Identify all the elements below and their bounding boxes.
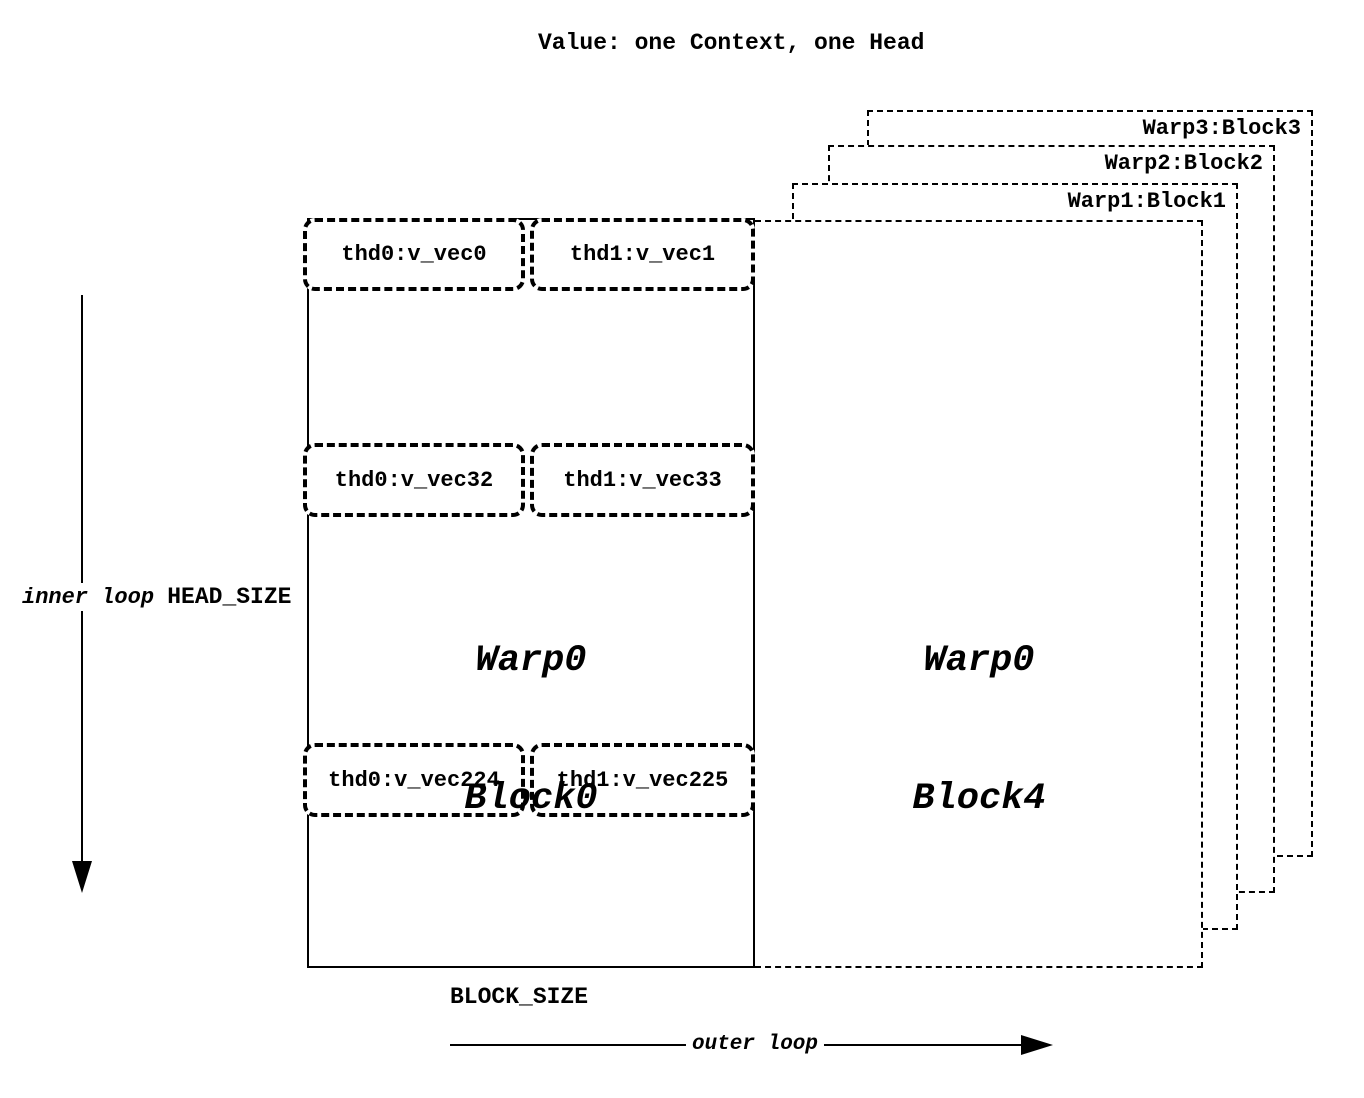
warp0-block4-block-line: Block4 bbox=[912, 778, 1046, 820]
inner-loop-axis-label bbox=[20, 583, 293, 611]
cell-thd0-v_vec0: thd0:v_vec0 bbox=[303, 218, 525, 291]
warp0-block0-block-line: Block0 bbox=[464, 778, 598, 820]
block-size-label: BLOCK_SIZE bbox=[450, 984, 589, 1010]
block-warp1-block1-label: Warp1:Block1 bbox=[1067, 189, 1226, 214]
cell-thd1-v_vec1: thd1:v_vec1 bbox=[530, 218, 755, 291]
outer-loop-arrowhead-icon bbox=[1021, 1035, 1053, 1055]
head-size-label: HEAD_SIZE bbox=[167, 584, 292, 610]
cell-thd1-v_vec33: thd1:v_vec33 bbox=[530, 443, 755, 517]
page-title: Value: one Context, one Head bbox=[538, 30, 925, 56]
cell-thd0-v_vec224: thd0:v_vec224 bbox=[303, 743, 525, 817]
block-warp2-block2-label: Warp2:Block2 bbox=[1104, 151, 1263, 176]
inner-loop-label: inner loop bbox=[22, 585, 155, 610]
warp0-block4-label bbox=[755, 546, 1203, 914]
cell-thd0-v_vec32: thd0:v_vec32 bbox=[303, 443, 525, 517]
outer-loop-label: outer loop bbox=[686, 1033, 824, 1056]
cell-thd1-v_vec225: thd1:v_vec225 bbox=[530, 743, 755, 817]
inner-loop-arrowhead-icon bbox=[72, 861, 92, 893]
warp0-block0-warp-line: Warp0 bbox=[475, 640, 587, 682]
block-warp3-block3-label: Warp3:Block3 bbox=[1142, 116, 1301, 141]
warp0-block0-label bbox=[307, 546, 755, 914]
warp0-block4-warp-line: Warp0 bbox=[923, 640, 1035, 682]
